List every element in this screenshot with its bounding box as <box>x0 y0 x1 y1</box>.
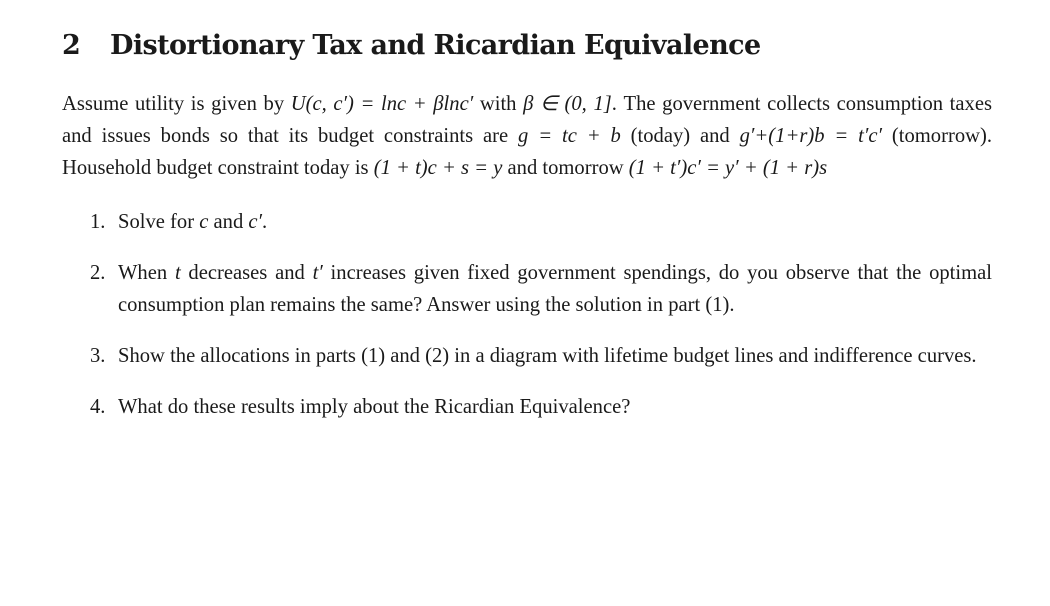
math-c: c <box>199 211 209 233</box>
list-item <box>62 206 992 238</box>
section-number: 2 <box>62 30 81 61</box>
item-text: increases given fixed government spendings, do you observe that the optimal consumption plan remains the same? Answer using the solution in part (1). <box>118 262 992 316</box>
item-text: When <box>118 262 175 284</box>
intro-text-6: and tomorrow <box>502 157 629 179</box>
intro-text-4: (today) and <box>620 125 740 147</box>
gov-constraint-tomorrow: g′+(1+r)b = t′c′ <box>739 125 883 147</box>
item-text: Show the allocations in parts (1) and (2) in a diagram with lifetime budget lines and indifference curves. <box>118 345 977 367</box>
beta-range: β ∈ (0, 1] <box>523 93 612 115</box>
item-text: Solve for <box>118 211 200 233</box>
section-heading <box>62 28 992 64</box>
item-number: 2. <box>90 262 106 284</box>
gov-constraint-today: g = tc + b <box>518 125 621 147</box>
section-title: Distortionary Tax and Ricardian Equivalence <box>110 30 761 61</box>
item-number: 3. <box>90 345 106 367</box>
document-page <box>62 28 992 442</box>
math-t-prime: t′ <box>312 262 323 284</box>
item-text: . <box>262 211 268 233</box>
intro-paragraph <box>62 88 992 184</box>
item-text: decreases and <box>180 262 313 284</box>
intro-text-3: . The government collects consumption taxes and issues bonds so that its budget constraints are <box>62 93 992 147</box>
item-number: 1. <box>90 211 106 233</box>
item-number: 4. <box>90 396 106 418</box>
question-list <box>62 206 992 423</box>
intro-text-5: (tomorrow). Household budget constraint today is <box>62 125 993 179</box>
utility-function: U(c, c′) = lnc + βlnc′ <box>290 93 474 115</box>
item-text: and <box>208 211 249 233</box>
list-item <box>62 391 992 423</box>
list-item <box>62 340 992 372</box>
household-constraint-tomorrow: (1 + t′)c′ = y′ + (1 + r)s <box>628 157 828 179</box>
list-item <box>62 257 992 321</box>
math-c-prime: c′ <box>248 211 263 233</box>
intro-text-1: Assume utility is given by <box>62 93 291 115</box>
household-constraint-today: (1 + t)c + s = y <box>373 157 503 179</box>
intro-text-2: with <box>473 93 524 115</box>
item-text: What do these results imply about the Ricardian Equivalence? <box>118 396 631 418</box>
math-t: t <box>174 262 181 284</box>
